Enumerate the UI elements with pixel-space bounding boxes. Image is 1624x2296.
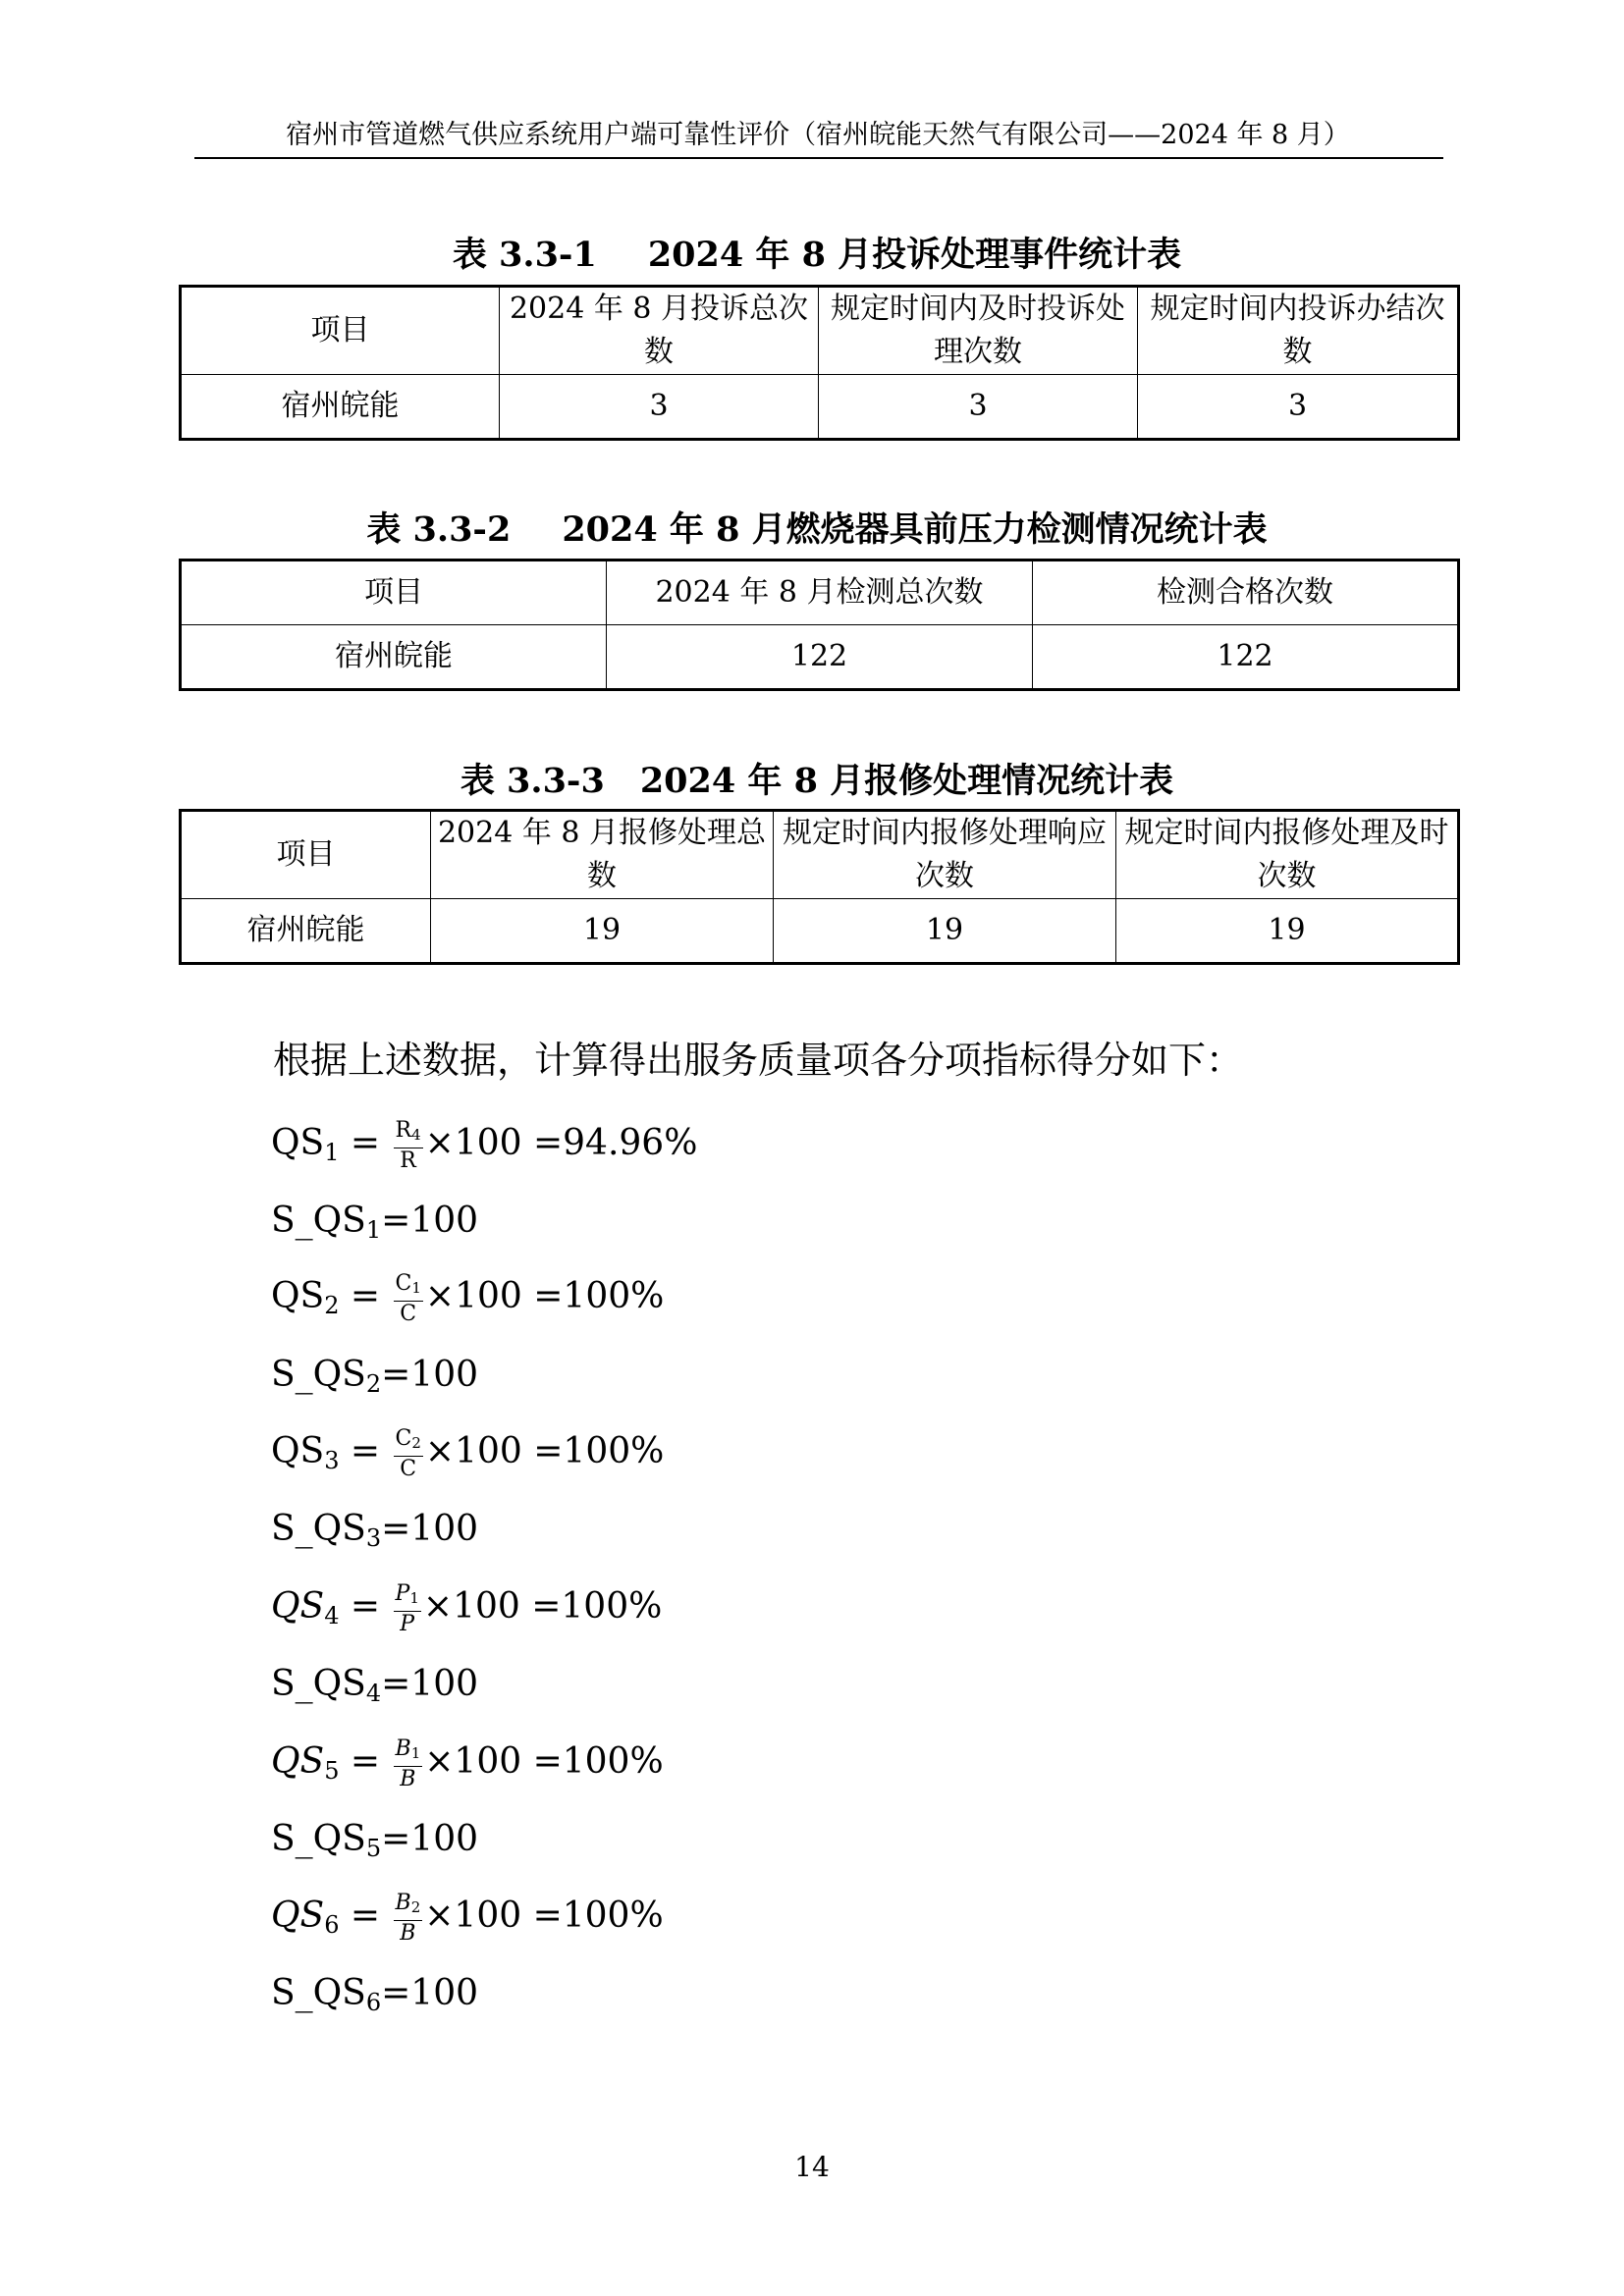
score-value: =100 bbox=[381, 1819, 479, 1859]
numerator: B bbox=[395, 1735, 411, 1761]
table-header-cell: 规定时间内及时投诉处理次数 bbox=[819, 287, 1138, 375]
times-sign: × bbox=[424, 1123, 455, 1163]
table-cell: 宿州皖能 bbox=[181, 625, 607, 690]
numerator-subscript: 4 bbox=[411, 1125, 421, 1144]
times-sign: × bbox=[424, 1896, 455, 1936]
formula-qs6: $QS_6$ = $\frac{B_2}{B}$ ×100 =100% bbox=[271, 1890, 664, 1946]
table-caption bbox=[179, 756, 1455, 807]
denominator: B bbox=[400, 1766, 416, 1791]
score-label: S_QS bbox=[271, 1664, 366, 1704]
numerator: R bbox=[395, 1117, 412, 1143]
table-number: 表 3.3-3 bbox=[460, 761, 605, 801]
table-title: 2024 年 8 月投诉处理事件统计表 bbox=[647, 235, 1182, 275]
table-header-row bbox=[181, 287, 1459, 375]
times-sign: × bbox=[422, 1586, 454, 1627]
formula-qs2: $QS_2$ = $\frac{C_1}{C}$ ×100 =100% bbox=[271, 1270, 665, 1326]
numerator-subscript: 2 bbox=[410, 1897, 421, 1916]
table-header-cell: 2024 年 8 月报修处理总数 bbox=[431, 811, 774, 899]
table-header-cell: 检测合格次数 bbox=[1033, 561, 1459, 625]
table-row bbox=[181, 375, 1459, 440]
formula-qs4: $QS_4$ = $\frac{P_1}{P}$ ×100 =100% bbox=[271, 1580, 663, 1636]
denominator: B bbox=[400, 1920, 416, 1946]
page-number: 14 bbox=[794, 2151, 830, 2183]
fraction bbox=[394, 1581, 421, 1637]
formula-result: 100 =100% bbox=[455, 1276, 665, 1316]
table-number: 表 3.3-2 bbox=[366, 509, 512, 550]
formula-lhs: QS bbox=[271, 1741, 325, 1782]
table-cell: 3 bbox=[819, 375, 1138, 440]
formula-result: 100 =100% bbox=[453, 1586, 663, 1627]
formula-lhs: QS bbox=[271, 1431, 325, 1471]
formula-result: 100 =100% bbox=[454, 1741, 664, 1782]
score-value: =100 bbox=[381, 1355, 479, 1395]
fraction bbox=[394, 1736, 423, 1792]
denominator: C bbox=[400, 1301, 417, 1326]
denominator: R bbox=[400, 1148, 416, 1173]
formula-qs5: $QS_5$ = $\frac{B_1}{B}$ ×100 =100% bbox=[271, 1735, 664, 1791]
denominator: P bbox=[400, 1611, 415, 1636]
formula-lhs: QS bbox=[271, 1276, 325, 1316]
score-label: S_QS bbox=[271, 1201, 366, 1241]
numerator: B bbox=[395, 1890, 411, 1915]
table-cell: 122 bbox=[1033, 625, 1459, 690]
complaint-table bbox=[179, 285, 1460, 441]
score-label: S_QS bbox=[271, 1355, 366, 1395]
table-header-cell: 2024 年 8 月检测总次数 bbox=[607, 561, 1033, 625]
table-cell: 3 bbox=[500, 375, 819, 440]
numerator-subscript: 2 bbox=[411, 1433, 421, 1452]
formula-subscript: 5 bbox=[324, 1757, 340, 1785]
repair-table bbox=[179, 809, 1460, 965]
table-number: 表 3.3-1 bbox=[452, 235, 597, 275]
score-subscript: 5 bbox=[365, 1835, 382, 1862]
formula-lhs: QS bbox=[271, 1586, 325, 1627]
score-value: =100 bbox=[381, 1973, 479, 2013]
table-title: 2024 年 8 月报修处理情况统计表 bbox=[639, 761, 1174, 801]
table-header-cell: 规定时间内投诉办结次数 bbox=[1138, 287, 1459, 375]
table-header-cell: 规定时间内报修处理响应次数 bbox=[774, 811, 1116, 899]
score-subscript: 6 bbox=[365, 1989, 382, 2016]
score-qs5 bbox=[271, 1810, 478, 1869]
score-subscript: 2 bbox=[365, 1370, 382, 1398]
running-header: 宿州市管道燃气供应系统用户端可靠性评价（宿州皖能天然气有限公司——2024 年 8 月） bbox=[286, 120, 1350, 150]
formula-lhs: QS bbox=[271, 1896, 325, 1936]
table-cell: 宿州皖能 bbox=[181, 375, 500, 440]
table-cell: 19 bbox=[431, 899, 774, 964]
score-qs6 bbox=[271, 1964, 478, 2023]
table-header-cell: 2024 年 8 月投诉总次数 bbox=[500, 287, 819, 375]
score-qs4 bbox=[271, 1655, 478, 1714]
table-row bbox=[181, 625, 1459, 690]
score-value: =100 bbox=[381, 1201, 479, 1241]
formula-lhs: QS bbox=[271, 1123, 325, 1163]
numerator-subscript: 1 bbox=[411, 1278, 421, 1297]
numerator-subscript: 1 bbox=[409, 1588, 419, 1607]
formula-qs3: $QS_3$ = $\frac{C_2}{C}$ ×100 =100% bbox=[271, 1425, 665, 1481]
times-sign: × bbox=[424, 1276, 456, 1316]
numerator: P bbox=[395, 1580, 410, 1606]
score-subscript: 3 bbox=[365, 1524, 382, 1552]
times-sign: × bbox=[424, 1741, 455, 1782]
score-qs3 bbox=[271, 1500, 478, 1559]
numerator: C bbox=[395, 1270, 412, 1296]
table-caption bbox=[179, 505, 1455, 556]
times-sign: × bbox=[424, 1431, 456, 1471]
formula-subscript: 6 bbox=[324, 1911, 340, 1939]
formula-subscript: 4 bbox=[324, 1602, 340, 1629]
fraction bbox=[394, 1426, 423, 1482]
table-header-cell: 项目 bbox=[181, 287, 500, 375]
formula-qs1: $QS_1$ = $\frac{R_4}{R}$ ×100 =94.96% bbox=[271, 1117, 698, 1173]
score-label: S_QS bbox=[271, 1819, 366, 1859]
table-row bbox=[181, 899, 1459, 964]
table-header-cell: 项目 bbox=[181, 561, 607, 625]
score-label: S_QS bbox=[271, 1973, 366, 2013]
header-rule bbox=[194, 157, 1443, 159]
table-caption bbox=[179, 230, 1455, 281]
numerator-subscript: 1 bbox=[410, 1743, 421, 1762]
score-label: S_QS bbox=[271, 1509, 366, 1549]
denominator: C bbox=[400, 1456, 417, 1481]
formula-result: 100 =94.96% bbox=[454, 1123, 698, 1163]
formula-subscript: 3 bbox=[324, 1447, 340, 1474]
score-qs2 bbox=[271, 1346, 478, 1405]
fraction bbox=[394, 1891, 423, 1947]
table-header-row bbox=[181, 561, 1459, 625]
intro-paragraph: 根据上述数据，计算得出服务质量项各分项指标得分如下： bbox=[273, 1039, 1244, 1082]
table-cell: 19 bbox=[774, 899, 1116, 964]
table-cell: 3 bbox=[1138, 375, 1459, 440]
numerator: C bbox=[395, 1425, 412, 1451]
score-value: =100 bbox=[381, 1664, 479, 1704]
table-cell: 122 bbox=[607, 625, 1033, 690]
fraction bbox=[394, 1118, 423, 1174]
table-cell: 19 bbox=[1116, 899, 1459, 964]
formula-result: 100 =100% bbox=[454, 1896, 664, 1936]
pressure-test-table bbox=[179, 559, 1460, 691]
fraction bbox=[394, 1271, 423, 1327]
formula-result: 100 =100% bbox=[455, 1431, 665, 1471]
table-header-cell: 项目 bbox=[181, 811, 431, 899]
score-subscript: 1 bbox=[365, 1216, 382, 1244]
score-subscript: 4 bbox=[365, 1680, 382, 1707]
table-header-row bbox=[181, 811, 1459, 899]
table-title: 2024 年 8 月燃烧器具前压力检测情况统计表 bbox=[562, 509, 1268, 550]
table-cell: 宿州皖能 bbox=[181, 899, 431, 964]
formula-subscript: 2 bbox=[324, 1292, 340, 1319]
table-header-cell: 规定时间内报修处理及时次数 bbox=[1116, 811, 1459, 899]
score-value: =100 bbox=[381, 1509, 479, 1549]
score-qs1 bbox=[271, 1192, 478, 1251]
formula-subscript: 1 bbox=[324, 1139, 340, 1166]
